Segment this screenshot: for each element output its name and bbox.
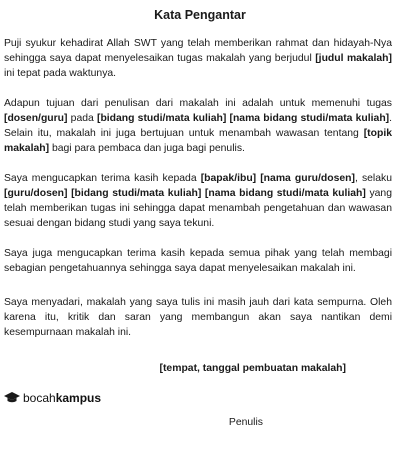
body-text: Saya juga mengucapkan terima kasih kepada semua pihak yang telah membagi sebagian pengetahuannya sehingga saya dapat menyelesaikan makalah ini. xyxy=(4,248,392,274)
placeholder-text: [topik makalah] xyxy=(4,128,392,154)
body-text: yang telah memberikan tugas ini sehingga dapat menambah pengetahuan dan wawasan sesuai dengan bidang studi yang saya tekuni. xyxy=(4,188,392,229)
placeholder-text: [bapak/ibu] [nama guru/dosen] xyxy=(200,173,355,184)
placeholder-text: [guru/dosen] [bidang studi/mata kuliah] [nama bidang studi/mata kuliah] xyxy=(4,188,366,199)
placeholder-text: [bidang studi/mata kuliah] [nama bidang studi/mata kuliah] xyxy=(96,113,390,124)
placeholder-text: [dosen/guru] xyxy=(4,113,68,124)
logo-text-bold: kampus xyxy=(55,391,102,405)
brand-logo xyxy=(4,390,101,406)
placeholder-text: [judul makalah] xyxy=(315,53,392,64)
graduation-cap-icon xyxy=(4,392,20,404)
logo-text xyxy=(23,391,101,405)
author-signature: Penulis xyxy=(228,417,263,428)
paragraph-3 xyxy=(4,171,392,231)
page-title: Kata Pengantar xyxy=(154,8,246,22)
body-text: bagi para pembaca dan juga bagi penulis. xyxy=(49,143,245,154)
paragraph-1 xyxy=(4,36,392,81)
paragraph-4 xyxy=(4,246,392,276)
body-text: , selaku xyxy=(354,173,392,184)
paragraph-2 xyxy=(4,96,392,156)
body-text: . Selain itu, makalah ini juga bertujuan untuk menambah wawasan tentang xyxy=(4,113,393,139)
place-date: [tempat, tanggal pembuatan makalah] xyxy=(159,363,346,374)
body-text: Puji syukur kehadirat Allah SWT yang telah memberikan rahmat dan hidayah-Nya sehingga saya dapat menyelesaikan tugas makalah yang berjudul xyxy=(4,38,392,64)
body-text: ini tepat pada waktunya. xyxy=(4,68,117,79)
body-text: Adapun tujuan dari penulisan dari makalah ini adalah untuk memenuhi tugas xyxy=(4,98,392,109)
paragraph-5 xyxy=(4,295,392,340)
body-text: Saya menyadari, makalah yang saya tulis ini masih jauh dari kata sempurna. Oleh karena itu, kritik dan saran yang membangun akan saya nantikan demi kesempurnaan makalah ini. xyxy=(4,297,392,338)
body-text: Saya mengucapkan terima kasih kepada xyxy=(4,173,201,184)
body-text: pada xyxy=(67,113,97,124)
logo-text-light: bocah xyxy=(23,391,56,405)
